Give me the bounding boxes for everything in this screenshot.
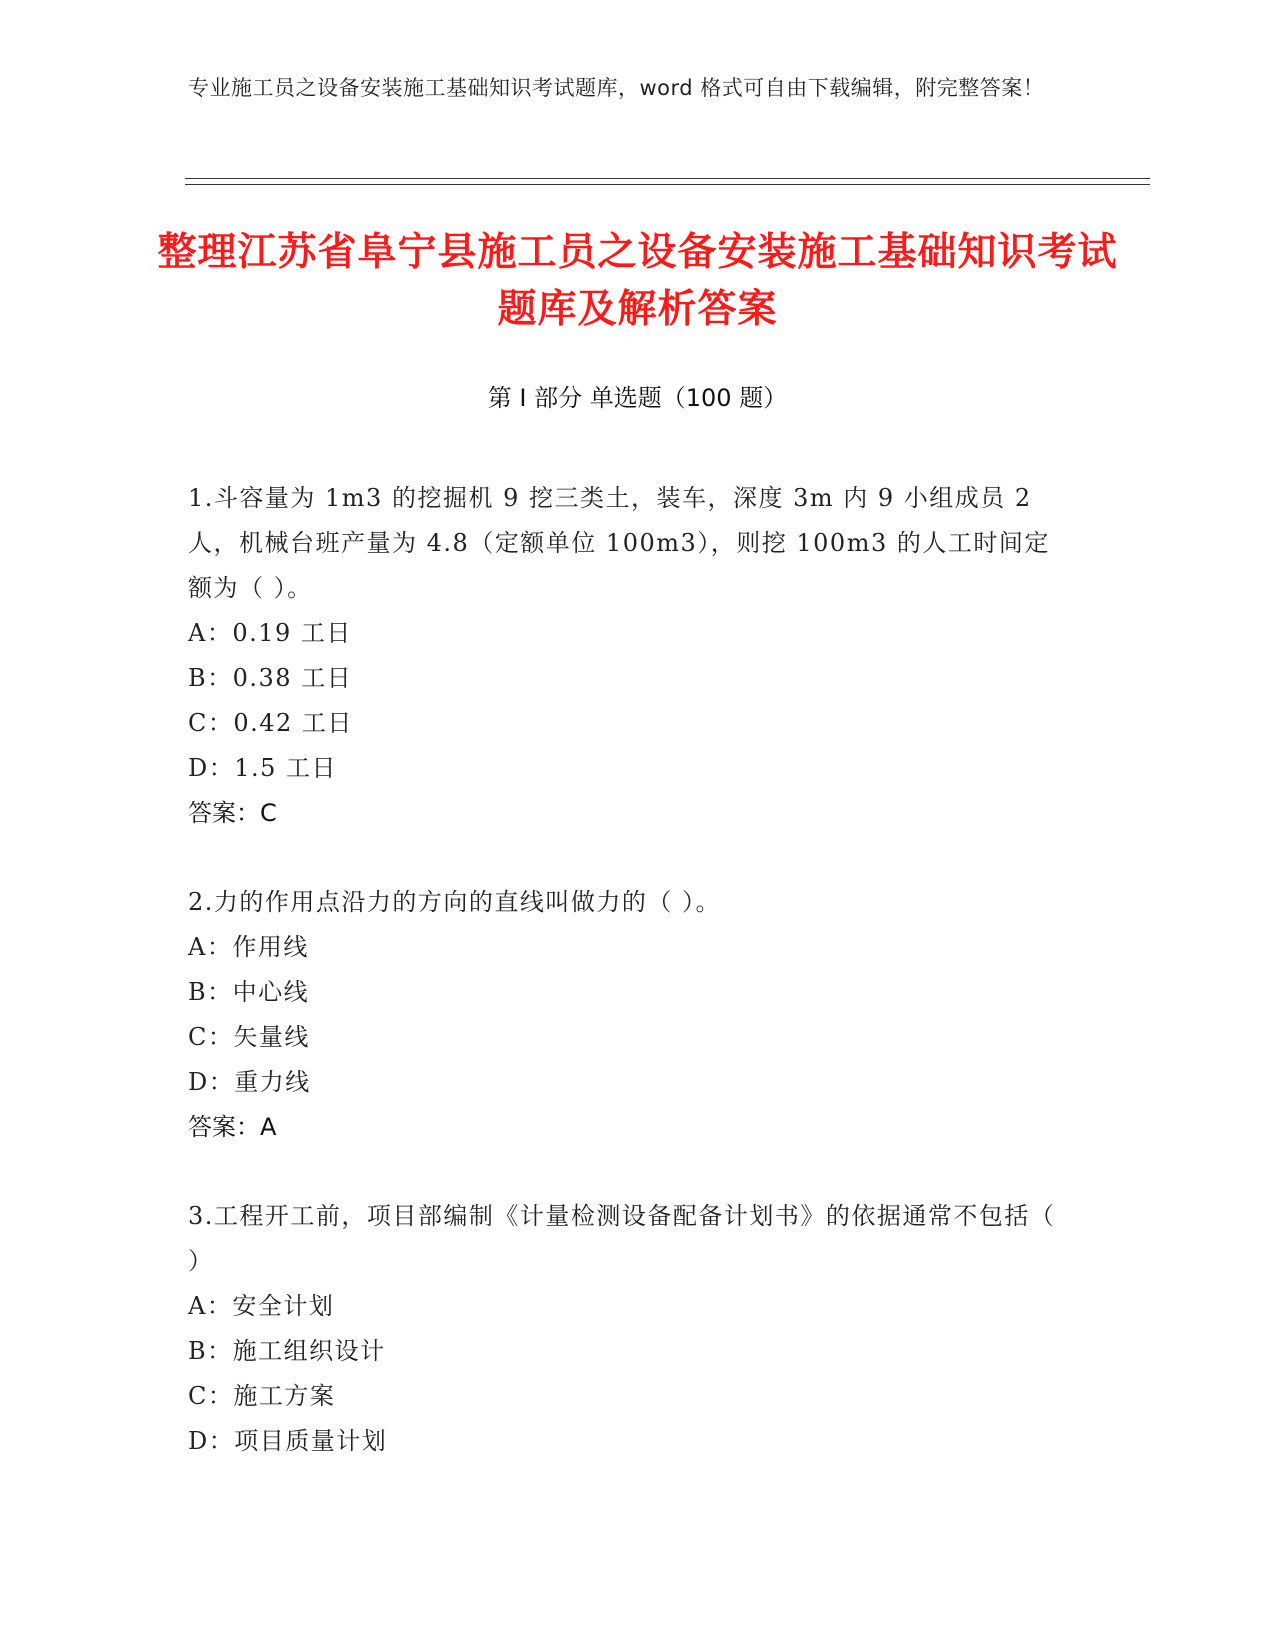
header-divider-bottom [185,184,1150,185]
header-divider-top [185,178,1150,179]
question-3 [188,1194,1073,1464]
option-d: D：重力线 [188,1068,311,1096]
header-note: 专业施工员之设备安装施工基础知识考试题库，word 格式可自由下载编辑，附完整答案！ [188,76,1045,100]
question-stem: 3.工程开工前，项目部编制《计量检测设备配备计划书》的依据通常不包括（ ） [188,1202,1056,1275]
option-a: A：作用线 [188,933,309,961]
question-list [188,476,1073,1508]
option-a: A：0.19 工日 [188,619,352,647]
option-d: D：项目质量计划 [188,1427,388,1455]
option-c: C：矢量线 [188,1023,310,1051]
option-c: C：0.42 工日 [188,709,353,737]
option-b: B：施工组织设计 [188,1337,386,1365]
document-title: 整理江苏省阜宁县施工员之设备安装施工基础知识考试题库及解析答案 [157,230,1118,332]
section-heading: 第 I 部分 单选题（100 题） [487,384,788,412]
question-stem: 1.斗容量为 1m3 的挖掘机 9 挖三类土，装车，深度 3m 内 9 小组成员 2 人，机械台班产量为 4.8（定额单位 100m3），则挖 100m3 的人工时间定额为（ ）。 [188,484,1050,602]
answer-line: 答案：A [188,1113,277,1141]
question-1 [188,476,1073,836]
option-b: B：0.38 工日 [188,664,353,692]
option-b: B：中心线 [188,978,310,1006]
option-d: D：1.5 工日 [188,754,338,782]
option-a: A：安全计划 [188,1292,335,1320]
answer-line: 答案：C [188,799,277,827]
question-2 [188,880,1073,1150]
option-c: C：施工方案 [188,1382,336,1410]
question-stem: 2.力的作用点沿力的方向的直线叫做力的（ ）。 [188,888,722,916]
